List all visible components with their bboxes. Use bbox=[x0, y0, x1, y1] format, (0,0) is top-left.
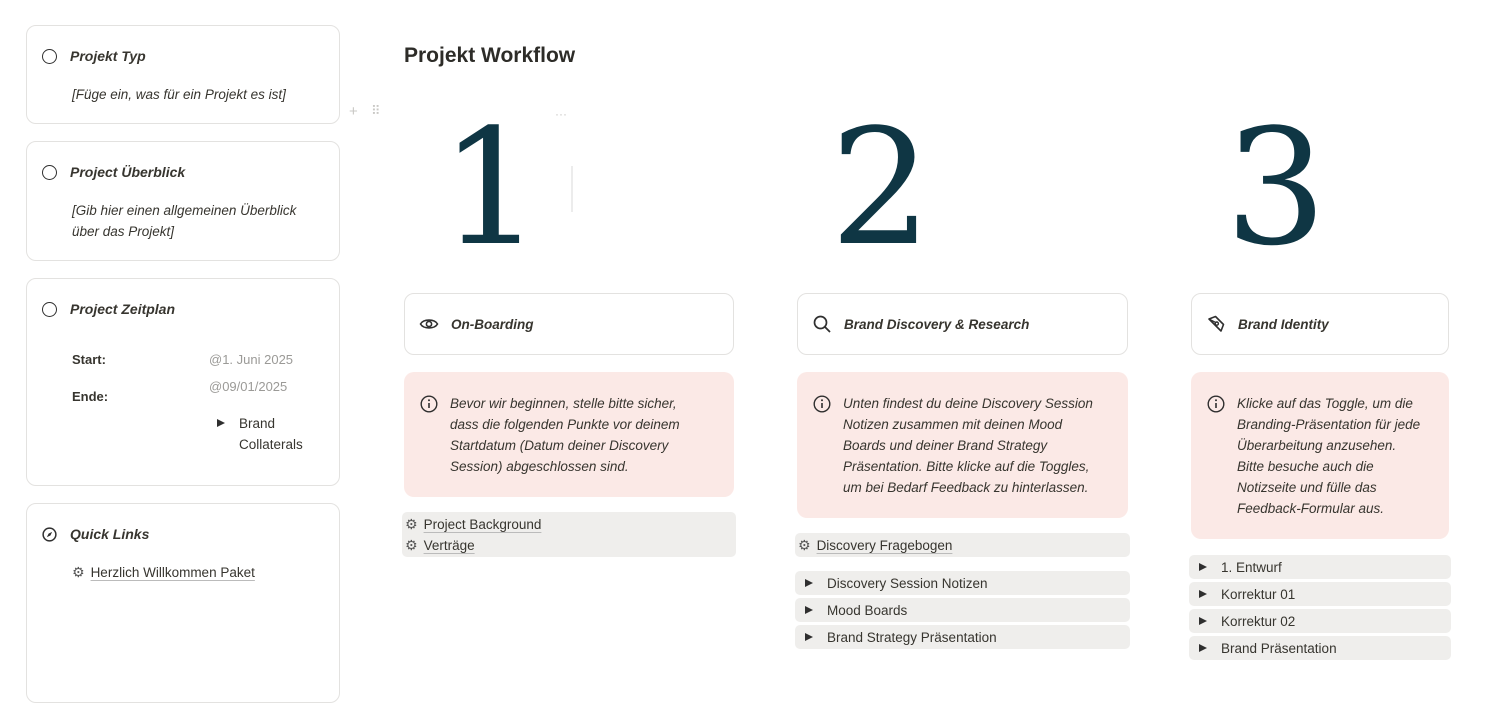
callout-text bbox=[1237, 393, 1420, 539]
brand-discovery-card[interactable] bbox=[797, 293, 1128, 355]
brand-identity-card[interactable] bbox=[1191, 293, 1449, 355]
step-number-1: 1 bbox=[440, 94, 542, 281]
add-block-icon[interactable]: + bbox=[349, 103, 358, 120]
callout-line: um bei Bedarf Feedback zu hinterlassen. bbox=[843, 480, 1089, 495]
compass-icon bbox=[42, 527, 57, 542]
toggle-triangle-icon[interactable] bbox=[1199, 590, 1207, 598]
discovery-fragebogen-link[interactable]: Discovery Fragebogen bbox=[816, 538, 953, 553]
callout-line: dass die folgenden Punkte vor deinem bbox=[450, 417, 680, 432]
projekt-typ-text[interactable]: [Füge ein, was für ein Projekt es ist] bbox=[72, 87, 286, 102]
callout-line: Notizen zusammen mit deinen Mood bbox=[843, 417, 1063, 432]
ueberblick-text-line: [Gib hier einen allgemeinen Überblick bbox=[72, 203, 297, 218]
step-number-3: 3 bbox=[1225, 94, 1327, 281]
quick-links-header bbox=[42, 526, 149, 542]
search-icon bbox=[812, 314, 832, 334]
gears-icon: ⚙ bbox=[72, 564, 85, 580]
brand-discovery-callout bbox=[797, 372, 1128, 518]
callout-text bbox=[450, 393, 680, 497]
eye-icon bbox=[419, 314, 439, 334]
info-icon bbox=[420, 395, 438, 497]
toggle-label: Korrektur 01 bbox=[1221, 586, 1296, 602]
discovery-fragebogen-link-row[interactable] bbox=[798, 537, 952, 554]
zeitplan-header bbox=[42, 301, 175, 317]
brand-praesentation-toggle[interactable] bbox=[1189, 636, 1451, 660]
toggle-label: Brand Präsentation bbox=[1221, 640, 1337, 656]
callout-line: Klicke auf das Toggle, um die bbox=[1237, 396, 1413, 411]
project-background-link[interactable]: Project Background bbox=[423, 517, 542, 532]
toggle-triangle-icon[interactable] bbox=[1199, 644, 1207, 652]
on-boarding-title: On-Boarding bbox=[451, 316, 534, 332]
zeitplan-card bbox=[26, 278, 340, 486]
ueberblick-text-line: über das Projekt] bbox=[72, 224, 175, 239]
start-label: Start: bbox=[72, 352, 106, 367]
callout-line: Überarbeitung anzusehen. bbox=[1237, 438, 1397, 453]
korrektur-01-toggle[interactable] bbox=[1189, 582, 1451, 606]
start-date-mention[interactable]: @1. Juni 2025 bbox=[209, 352, 294, 367]
toggle-triangle-icon[interactable] bbox=[1199, 563, 1207, 571]
gears-icon: ⚙ bbox=[405, 537, 418, 553]
toggle-label-line: Collaterals bbox=[239, 437, 303, 452]
quick-links-title: Quick Links bbox=[70, 526, 150, 542]
brand-strategy-toggle[interactable] bbox=[795, 625, 1130, 649]
circle-icon bbox=[42, 165, 57, 180]
callout-line: Präsentation. Bitte klicke auf die Toggles, bbox=[843, 459, 1090, 474]
column-resize-handle[interactable] bbox=[571, 166, 573, 212]
toggle-label: 1. Entwurf bbox=[1221, 559, 1282, 575]
on-boarding-links bbox=[402, 512, 736, 557]
callout-text bbox=[843, 393, 1093, 518]
info-icon bbox=[1207, 395, 1225, 539]
projekt-typ-header bbox=[42, 48, 146, 64]
drag-handle-icon[interactable]: ⠿ bbox=[371, 103, 381, 118]
more-options-icon[interactable]: ··· bbox=[555, 107, 567, 121]
zeitplan-title: Project Zeitplan bbox=[70, 301, 176, 317]
toggle-label: Mood Boards bbox=[827, 602, 908, 618]
ueberblick-text[interactable] bbox=[72, 200, 296, 242]
brand-collaterals-toggle[interactable] bbox=[217, 413, 303, 455]
herzlich-willkommen-link[interactable]: Herzlich Willkommen Paket bbox=[90, 565, 255, 580]
brand-discovery-links bbox=[795, 533, 1130, 557]
brand-discovery-title: Brand Discovery & Research bbox=[844, 316, 1030, 332]
callout-line: Bevor wir beginnen, stelle bitte sicher, bbox=[450, 396, 677, 411]
callout-line: Feedback-Formular aus. bbox=[1237, 501, 1385, 516]
toggle-triangle-icon[interactable] bbox=[805, 606, 813, 614]
brand-identity-title: Brand Identity bbox=[1238, 316, 1329, 332]
callout-line: Notizseite und fülle das bbox=[1237, 480, 1377, 495]
korrektur-02-toggle[interactable] bbox=[1189, 609, 1451, 633]
ueberblick-header bbox=[42, 164, 185, 180]
project-background-link-row[interactable] bbox=[405, 516, 541, 533]
brand-identity-callout bbox=[1191, 372, 1449, 539]
end-label: Ende: bbox=[72, 389, 109, 404]
toggle-triangle-icon[interactable] bbox=[217, 419, 225, 427]
on-boarding-callout bbox=[404, 372, 734, 497]
end-date-mention[interactable]: @09/01/2025 bbox=[209, 379, 288, 394]
gears-icon: ⚙ bbox=[405, 516, 418, 532]
callout-line: Branding-Präsentation für jede bbox=[1237, 417, 1421, 432]
info-icon bbox=[813, 395, 831, 518]
callout-line: Session) abgeschlossen sind. bbox=[450, 459, 629, 474]
toggle-label: Brand Strategy Präsentation bbox=[827, 629, 997, 645]
ueberblick-title: Project Überblick bbox=[70, 164, 186, 180]
callout-line: Unten findest du deine Discovery Session bbox=[843, 396, 1093, 411]
vertraege-link[interactable]: Verträge bbox=[423, 538, 475, 553]
circle-icon bbox=[42, 302, 57, 317]
projekt-typ-card bbox=[26, 25, 340, 124]
callout-line: Boards und deiner Brand Strategy bbox=[843, 438, 1048, 453]
pen-nib-icon bbox=[1206, 314, 1226, 334]
step-number-2: 2 bbox=[830, 94, 932, 281]
circle-icon bbox=[42, 49, 57, 64]
ueberblick-card bbox=[26, 141, 340, 261]
quick-link-row[interactable] bbox=[72, 564, 255, 581]
toggle-label: Korrektur 02 bbox=[1221, 613, 1296, 629]
gears-icon: ⚙ bbox=[798, 537, 811, 553]
projekt-typ-title: Projekt Typ bbox=[70, 48, 146, 64]
mood-boards-toggle[interactable] bbox=[795, 598, 1130, 622]
page-title: Projekt Workflow bbox=[404, 44, 576, 67]
vertraege-link-row[interactable] bbox=[405, 537, 475, 554]
toggle-label: Discovery Session Notizen bbox=[827, 575, 988, 591]
toggle-label-line: Brand bbox=[239, 416, 276, 431]
entwurf-toggle[interactable] bbox=[1189, 555, 1451, 579]
discovery-session-toggle[interactable] bbox=[795, 571, 1130, 595]
callout-line: Bitte besuche auch die bbox=[1237, 459, 1374, 474]
callout-line: Startdatum (Datum deiner Discovery bbox=[450, 438, 669, 453]
on-boarding-card[interactable] bbox=[404, 293, 734, 355]
toggle-triangle-icon[interactable] bbox=[805, 633, 813, 641]
toggle-triangle-icon[interactable] bbox=[805, 579, 813, 587]
quick-links-card bbox=[26, 503, 340, 703]
toggle-triangle-icon[interactable] bbox=[1199, 617, 1207, 625]
